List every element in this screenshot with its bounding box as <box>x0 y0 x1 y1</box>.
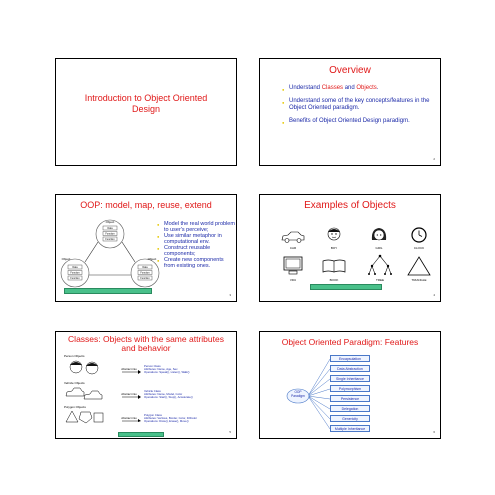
feature-single-inheritance: Single Inheritance <box>330 375 370 382</box>
book-icon <box>322 258 346 274</box>
node-left-label: Object <box>61 257 71 261</box>
slide-5-title: Classes: Objects with the same attributes and behavior <box>68 334 224 353</box>
slide-4 <box>259 194 441 302</box>
abstract-into-2: Abstract into <box>121 392 137 396</box>
triangle-icon <box>407 256 431 276</box>
boy-icon <box>326 226 342 244</box>
slide-1-title: Introduction to Object Oriented Design <box>84 93 208 114</box>
person-objects-icon <box>66 357 104 379</box>
overview-bullet-2: ● Understand some of the key concepts/features in the Object Oriented paradigm. <box>282 98 432 112</box>
node-right-label: Object <box>147 257 157 261</box>
slide-3-page-number: 3 <box>229 293 231 297</box>
link-top-left <box>85 242 98 262</box>
slide-3-green-bar <box>64 288 152 294</box>
group-label-polygon: Polygon Objects <box>64 405 86 409</box>
vehicle-class-text <box>144 390 234 400</box>
slide-3-title: OOP: model, map, reuse, extend <box>80 200 212 210</box>
slide-1 <box>55 58 237 166</box>
person-class-name: Person Class <box>144 364 161 368</box>
overview-bullet-3: ● Benefits of Object Oriented Design paradigm. <box>282 118 432 125</box>
clock-icon <box>411 227 427 243</box>
group-label-person: Person Objects <box>64 354 85 358</box>
feature-persistence: Persistence <box>330 395 370 402</box>
oop-paradigm-label: OOP Paradigm <box>291 390 305 398</box>
node-top-label: Object <box>105 220 115 224</box>
feature-delegation: Delegation <box>330 405 370 412</box>
label-tree: TREE <box>375 278 384 282</box>
polygon-class-ops: Operations: Draw(), Erase(), Move() <box>144 419 189 424</box>
label-book: BOOK <box>329 278 339 282</box>
slide-4-page-number: 4 <box>433 293 435 297</box>
abstract-into-3: Abstract into <box>121 416 137 420</box>
oop-bullet-3: ● Construct reusable components; <box>157 245 235 257</box>
label-car: CAR <box>289 246 297 250</box>
slide-5-page-number: 5 <box>229 430 231 434</box>
slide-2 <box>259 58 441 166</box>
top-box-function-2: Function <box>105 238 115 241</box>
label-boy: BOY <box>330 246 338 250</box>
oop-bullet-4: ● Create new components from existing ones. <box>157 257 235 269</box>
polygon-class-name: Polygon Class <box>144 413 162 417</box>
slide-6 <box>259 331 441 439</box>
feature-polymorphism: Polymorphism <box>330 385 370 392</box>
vehicle-class-ops: Operations: Start(), Stop(), Accelerate() <box>144 395 193 400</box>
label-triangle: TRIANGLE <box>411 278 427 282</box>
label-vdu: VDU <box>289 278 297 282</box>
person-class-attrs: Attributes: Name, Age, Sex <box>144 367 178 372</box>
vehicle-class-attrs: Attributes: Name, Model, Color <box>144 392 183 397</box>
person-class-ops: Operations: Speak(), Listen(), Walk() <box>144 370 190 375</box>
top-box-data: Data <box>107 227 113 230</box>
overview-bullet-1 <box>282 85 432 92</box>
abstract-into-1: Abstract into <box>121 367 137 371</box>
feature-multiple-inheritance: Multiple Inheritance <box>330 425 370 432</box>
label-clock: CLOCK <box>413 246 425 250</box>
bullet-1-pre: Understand <box>289 85 322 91</box>
slide-5-green-bar <box>118 432 164 437</box>
object-triangle-diagram <box>60 217 160 291</box>
bullet-1-classes: Classes <box>321 85 344 91</box>
feature-genericity: Genericity <box>330 415 370 422</box>
left-box-data: Data <box>72 266 78 269</box>
feature-encapsulation: Encapsulation <box>330 355 370 362</box>
tree-icon <box>367 254 393 276</box>
person-class-text <box>144 365 234 375</box>
slide-3 <box>55 194 237 302</box>
right-box-function-1: Function <box>140 271 150 275</box>
slide-2-page-number: 2 <box>433 157 435 161</box>
oop-bullet-2: ● Use similar metaphor in computational env. <box>157 233 235 245</box>
car-icon <box>280 231 306 243</box>
link-top-right <box>122 242 135 262</box>
group-label-vehicle: Vehicle Objects <box>64 381 85 385</box>
left-box-function-1: Function <box>70 271 80 275</box>
feature-data-abstraction: Data Abstraction <box>330 365 370 372</box>
vdu-icon <box>282 256 304 276</box>
bullet-1-objects: Objects <box>356 85 377 91</box>
polygon-objects-icon <box>64 408 106 426</box>
polygon-class-attrs: Attributes: Vertices, Border, Color, FillColor <box>144 416 198 421</box>
right-box-function-2: Function <box>140 277 150 280</box>
polygon-class-text <box>144 414 234 424</box>
vehicle-objects-icon <box>64 384 104 402</box>
abstract-arrows <box>122 370 142 422</box>
top-box-function-1: Function <box>105 232 115 236</box>
slide-4-title: Examples of Objects <box>304 200 396 211</box>
vehicle-class-name: Vehicle Class <box>144 389 161 393</box>
slide-2-title: Overview <box>329 65 371 76</box>
slide-5 <box>55 331 237 439</box>
bullet-1-and: and <box>343 85 357 91</box>
left-box-function-2: Function <box>70 277 80 280</box>
label-girl: GIRL <box>375 246 383 250</box>
slide-6-title: Object Oriented Paradigm: Features <box>281 337 419 347</box>
girl-icon <box>371 226 387 244</box>
oop-bullet-1: ● Model the real world problem to user's perceive; <box>157 221 235 233</box>
bullet-1-end: . <box>376 85 379 91</box>
slide-6-page-number: 6 <box>433 430 435 434</box>
slide-4-green-bar <box>310 284 382 290</box>
right-box-data: Data <box>142 266 148 269</box>
